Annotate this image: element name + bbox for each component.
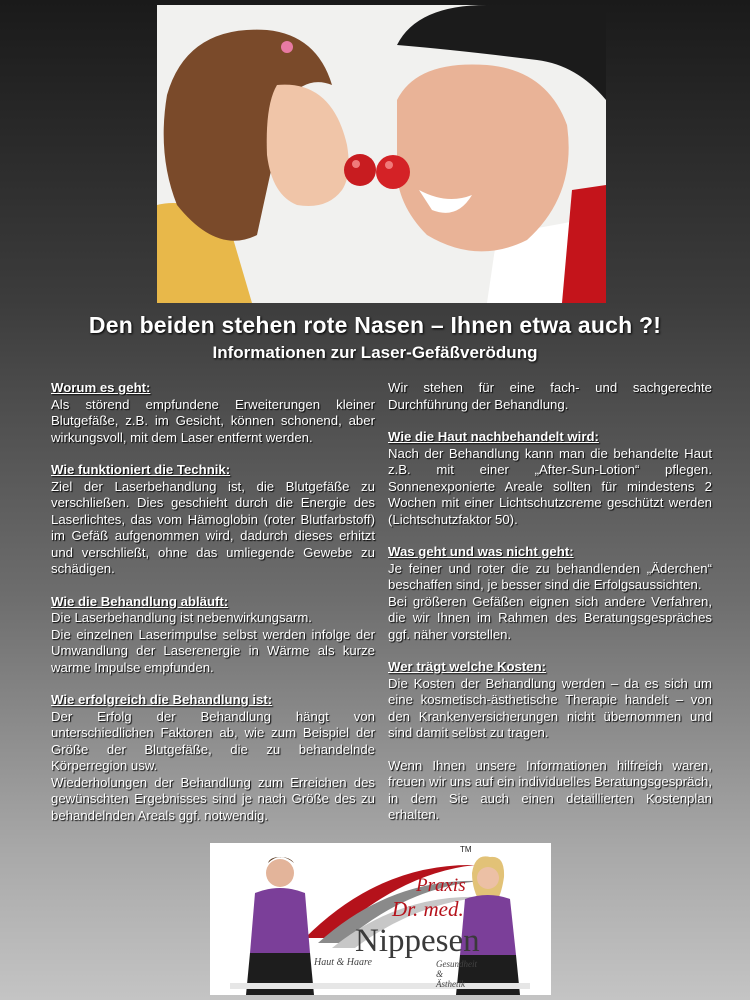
section-paragraph: Als störend empfundene Erweiterungen kleiner Blutgefäße, z.B. im Gesicht, können schonend, aber wirkungsvoll, mit dem Laser entfernt werden. xyxy=(51,396,375,445)
logo-graphic xyxy=(210,843,551,995)
logo-right-tag: Gesundheit & Ästhetik xyxy=(436,959,477,989)
logo-left-tag: Haut & Haare xyxy=(314,957,372,968)
section-heading: Wie die Behandlung abläuft: xyxy=(51,593,229,609)
section-paragraph: Der Erfolg der Behandlung hängt von unterschiedlichen Faktoren ab, wie zum Beispiel der Größe der Blutgefäße, die zu behandelnde Körperregion usw. xyxy=(51,708,375,773)
clown-girl-photo xyxy=(157,5,606,303)
section-paragraph: Je feiner und roter die zu behandlenden „Äderchen“ beschaffen sind, je besser sind die Erfolgsaussichten. xyxy=(388,560,712,592)
left-text-column xyxy=(51,380,375,824)
section-paragraph: Wir stehen für eine fach- und sachgerechte Durchführung der Behandlung. xyxy=(388,380,712,412)
section-paragraph: Wenn Ihnen unsere Informationen hilfreich waren, freuen wir uns auf ein individuelles Beratungsgespräch, in dem Sie auch einen detaillierten Kostenplan erhalten. xyxy=(388,757,712,822)
section-heading: Wie die Haut nachbehandelt wird: xyxy=(388,429,599,444)
section-paragraph: Bei größeren Gefäßen eignen sich andere Verfahren, die wir Ihnen im Rahmen des Beratungsgespräches ggf. näher vorstellen. xyxy=(388,593,712,642)
section-heading: Wer trägt welche Kosten: xyxy=(388,659,547,674)
section-paragraph: Die Kosten der Behandlung werden – da es sich um eine kosmetisch-ästhetische Therapie handelt – von den Krankenversicherungen nicht übernommen und sind damit selbst zu tragen. xyxy=(388,675,712,740)
section-paragraph: Die Laserbehandlung ist nebenwirkungsarm. xyxy=(51,610,312,625)
logo-dr-med: Dr. med. xyxy=(392,897,464,921)
section-paragraph: Nach der Behandlung kann man die behandelte Haut z.B. mit einer „After-Sun-Lotion“ pflegen. Sonnenexponierte Areale sollten für mindestens 2 Wochen mit einer Lichtschutzcreme geschützt werden (Lichtschutzfaktor 50). xyxy=(388,445,712,527)
practice-logo xyxy=(210,843,551,995)
section-heading: Wie erfolgreich die Behandlung ist: xyxy=(51,692,273,707)
logo-praxis: Praxis xyxy=(416,875,466,896)
clown-girl-illustration xyxy=(157,5,606,303)
section-heading: Worum es geht: xyxy=(51,380,151,395)
section-paragraph: Wiederholungen der Behandlung zum Erreichen des gewünschten Ergebnisses sind je nach Größe des zu behandelnden Areals ggf. notwendig. xyxy=(51,774,375,823)
page-subheadline: Informationen zur Laser-Gefäßverödung xyxy=(212,343,538,362)
trademark-label: TM xyxy=(460,845,472,854)
page-headline: Den beiden stehen rote Nasen – Ihnen etwa auch ?! xyxy=(88,312,662,338)
section-paragraph: Ziel der Laserbehandlung ist, die Blutgefäße zu verschließen. Dies geschieht durch die Energie des Laserlichtes, das vom Hämoglobin (roter Blutfarbstoff) im Gefäß aufgenommen wird, dadurch dieses erhitzt und verschließt, ohne das umliegende Gewebe zu schädigen. xyxy=(51,478,375,576)
right-text-column xyxy=(388,380,712,824)
section-paragraph: Die einzelnen Laserimpulse selbst werden infolge der Umwandlung der Laserenergie in Wärme als kurze warme Impulse empfunden. xyxy=(51,626,375,675)
section-heading: Was geht und was nicht geht: xyxy=(388,544,574,559)
section-heading: Wie funktioniert die Technik: xyxy=(51,462,231,477)
logo-name: Nippesen xyxy=(355,923,480,959)
